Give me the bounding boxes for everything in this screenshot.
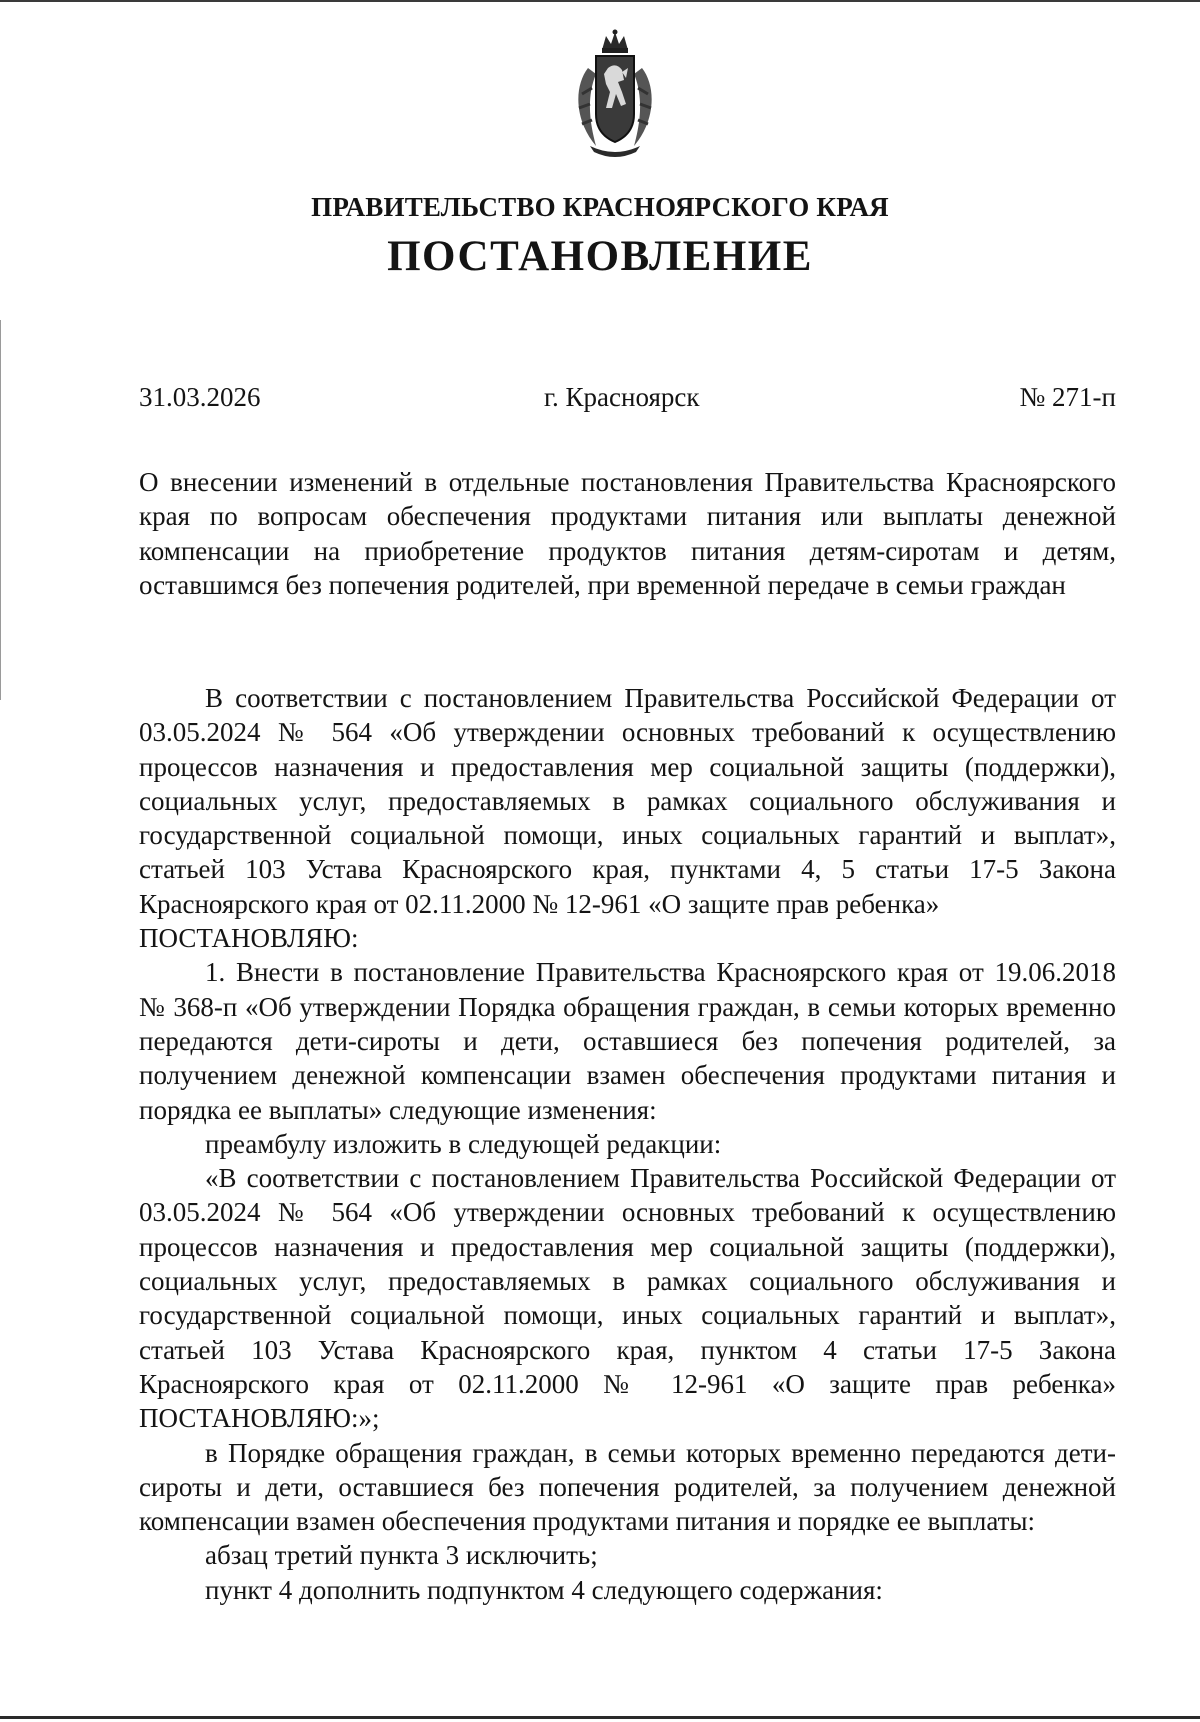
paragraph-item-1: 1. Внести в постановление Правительства Красноярского края от 19.06.2018 № 368-п «Об утверждении Порядка обращения граждан, в семьи которых временно передаются дети-сироты и дети, оставшиеся без попечения родителей, за получением денежной компенсации взамен обеспечения продуктами питания и порядка ее выплаты» следующие изменения: — [139, 957, 1116, 1125]
document-type-heading: ПОСТАНОВЛЕНИЕ — [387, 233, 813, 280]
scan-border-bottom — [0, 1716, 1200, 1719]
paragraph-new-preamble: «В соответствии с постановлением Правительства Российской Федерации от 03.05.2024 № 564 «Об утверждении основных требований к осуществлению процессов назначения и предоставления мер социальной защиты (поддержки), социальных услуг, предоставляемых в рамках социального обслуживания и государственной социальной помощи, иных социальных гарантий и выплат», статьей 103 Устава Красноярского края, пунктом 4 статьи 17-5 Закона Красноярского края от 02.11.2000 № 12-961 «О защите прав ребенка» ПОСТАНОВЛЯЮ:»; — [139, 1163, 1116, 1434]
document-subject: О внесении изменений в отдельные постановления Правительства Красноярского края по вопросам обеспечения продуктами питания или выплаты денежной компенсации на приобретение продуктов питания детям-сиротам и детям, оставшимся без попечения родителей, при временной передаче в семьи граждан — [139, 467, 1116, 600]
paragraph-preamble-change: преамбулу изложить в следующей редакции: — [205, 1128, 722, 1159]
paragraph-supplement: пункт 4 дополнить подпунктом 4 следующего содержания: — [205, 1574, 883, 1605]
paragraph-preamble: В соответствии с постановлением Правительства Российской Федерации от 03.05.2024 № 564 «Об утверждении основных требований к осуществлению процессов назначения и предоставления мер социальной защиты (поддержки), социальных услуг, предоставляемых в рамках социального обслуживания и государственной социальной помощи, иных социальных гарантий и выплат», статьей 103 Устава Красноярского края, пунктами 4, 5 статьи 17-5 Закона Красноярского края от 02.11.2000 № 12-961 «О защите прав ребенка» — [139, 683, 1116, 919]
paragraph-order-changes: в Порядке обращения граждан, в семьи которых временно передаются дети-сироты и дети, оставшиеся без попечения родителей, за получением денежной компенсации взамен обеспечения продуктами питания и порядке ее выплаты: — [139, 1437, 1116, 1537]
paragraph-resolve: ПОСТАНОВЛЯЮ: — [139, 923, 359, 954]
scan-border-top — [0, 0, 1200, 2]
document-city: г. Красноярск — [544, 382, 700, 412]
document-number: № 271-п — [1019, 382, 1116, 412]
government-title: ПРАВИТЕЛЬСТВО КРАСНОЯРСКОГО КРАЯ — [311, 192, 889, 222]
paragraph-exclude: абзац третий пункта 3 исключить; — [205, 1540, 598, 1571]
scan-border-left — [0, 320, 1, 700]
document-body — [139, 681, 1116, 1607]
document-date: 31.03.2026 — [139, 382, 261, 412]
krasnoyarsk-coat-of-arms-icon — [566, 28, 664, 160]
